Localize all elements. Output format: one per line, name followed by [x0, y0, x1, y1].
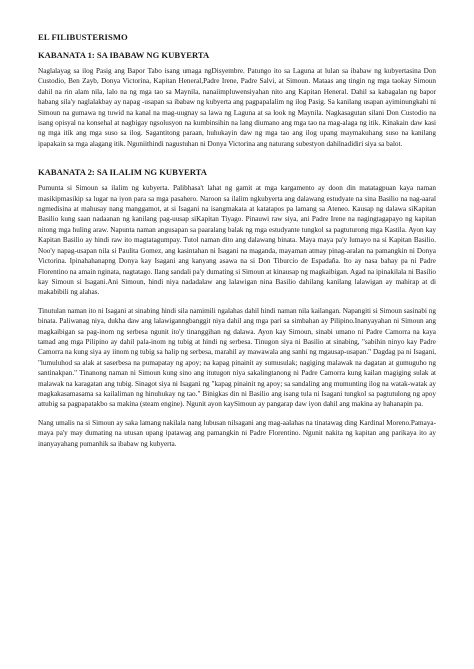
chapter-1-heading: KABANATA 1: SA IBABAW NG KUBYERTA — [38, 50, 210, 60]
chapter-1-paragraph: Naglalayag sa ilog Pasig ang Bapor Tabo isang umaga ngDisyembre. Patungo ito sa Laguna at lulan sa ibabaw ng kubyertasina Don Custodio, Ben Zayb, Donya Victorina, Kapitan Heneral,Padre Irene, Padre Salvi, at Simoun. Mataas ang tingin ng mga taokay Simoun dahil na rin alam nila, lalo na ng mga tao sa Maynila, nanaiimpluwensiyahan nito ang Kapitan Heneral. Dahil sa kabagalan ng bapor habang sila'y naglalakbay ay napag -usapan sa ibabaw ng kubyerta ang pagpapalalim ng ilog Pasig. Sa kanilang usapan ayiminungkahi ni Simoun na gumawa ng tuwid na kanal na mag-uugnay sa lawa ng Laguna at sa look ng Maynila. Nagkasagutan silani Don Custodio na isang opisyal na konsehal at nagbigay ngsolusyon na kumbinsihin na lang diumano ang mga tao na mag-alaga ng itik. Kinakain daw kasi ng mga itik ang mga suso sa ilog. Sagantitong paraan, huhukayin daw ng mga tao ang ilog upang maymakuhang suso na kanilang ipapakain sa mga alagang itik. Nguniithindi nagustuhan ni Donya Victorina ang naturang subestyon dahilnadidiri siya sa balot. — [38, 67, 436, 148]
chapter-2-paragraph-3: Nang umalis na si Simoun ay saka lamang nakilala nang lubusan nilsagani ang mag-aalahas na tinatawag ding Kardinal Moreno.Pamaya- maya pa'y may dumating na utusan upang ipatawag ang pamangkin ni Padre Florentino. Ngunit nakita ng kapitan ang parikaya ito ay inanyayahang pumanhik sa ibabaw ng kubyerta. — [38, 418, 436, 448]
chapter-2-paragraph-1: Pumunta si Simoun sa ilalim ng kubyerta. Palibhasa't lahat ng gamit at mga kargamento ay doon din matatagpuan kaya naman masikipmasikip sa lugar na iyon para sa mga pasahero. Naroon sa ilalim ngkubyerta ang dalawang estudyate na sina Basilio na nag-aaral ngmedisina at mahusay nang manggamot, at si Isagani na isangmakata at katatapos pa lamang sa Ateneo. Kausap ng dalawa siKapitan Basilio kung saan nadaanan ng kanilang pag-uusap siKapitan Tiyago. Pinauwi raw siya, ani Padre Irene na nagingtagapayo ng kapitan nitong mga huling araw. Napunta naman angusapan sa paaralang balak ng mga estudyante tungkol sa pagtuturong mga Kastila. Ayon kay Kapitan Basilio ay hindi raw ito magtatagumpay. Tutol naman dito ang dalawang binata. Maya maya pa'y lumayo na si Kapitan Basilio. Noo'y napag-usapan nila si Paulita Gomez, ang kasintahan ni Isagani na maganda, mayaman atmay pinag-aralan na pamangkin ni Donya Victorina. Ipinahahanapng Donya kay Isagani ang kanyang asawa na si Don Tiburcio de Espadaña. Ito ay nasa bahay pa ni Padre Florentino na amain nginata, nagtatago. Ilang sandali pa'y dumating si Simoun at kinausap ng magkaibigan. Agad na ipinakilala ni Basilio kay Simoun si Isagani.Ani Simoun, hindi niya nadadalaw ang lalawigan nina Basilio dahilang kanilang lalawigan ay mahirap at di makabibili ng alahas. — [38, 184, 436, 297]
chapter-2-paragraph-2: Tinutulan naman ito ni Isagani at sinabing hindi sila namimili ngalahas dahil hindi naman nila kailangan. Napangiti si Simoun sasinabi ng binata. Paliwanag niya, dukha daw ang lalawiganngbanggit niya dahil ang mga pari sa simbahan ay Pilipino.Inanyayahan ni Simoun ang magkaibigan sa pag-inom ng serbesa ngunit ito'y tinanggihan ng dalawa. Ayon kay Simoun, sinabi umano ni Padre Camorra na kaya tamad ang mga Pilipino ay dahil pala-inom ng tubig at hindi ng serbesa. Tinugon siya ni Basilio at sinabing, "sabihin ninyo kay Padre Camorra na kung siya ay iinom ng tubig sa halip ng serbesa, marahil ay mawawala ang sanhi ng mgausap-usapan." Dagdag pa ni Isagani, "lumuluhod sa alak at saserbesa na pumapatay ng apoy; na kapag pinainit ay sumusulak; nagiging malawak na dagatan at gumuguho ng santinakpan." Tinanong naman ni Simoun kung sino ang itutugon niya sakalingtanong ni Padre Camorra kung kailan magiging sulak at malawak na karagatan ang tubig. Sinagot siya ni Isagani ng "kapag pinainit ng apoy; sa sandaling ang mumunting ilog na watak-watak ay magkakasamasama sa kailaliman ng hinuhukay ng tao." Binigkas din ni Basilio ang isang tula ni Isagani tungkol sa pagtutulong ng apoy attubig sa pagpapatakbo sa makina (steam engine). Ngunit ayon kaySimoun ay pangarap daw iyon dahil ang makina ay hahanapin pa. — [38, 306, 436, 409]
document-title: EL FILIBUSTERISMO — [38, 32, 128, 42]
chapter-2-heading: KABANATA 2: SA ILALIM NG KUBYERTA — [38, 167, 207, 178]
